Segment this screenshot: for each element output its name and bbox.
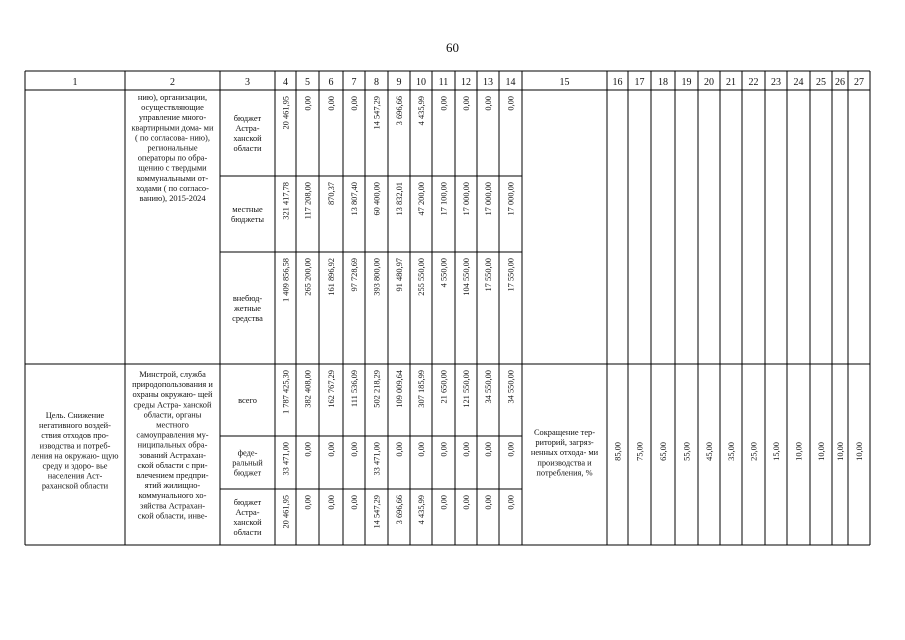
header-cell-number: 18 [658, 77, 668, 88]
budget-value: 1 409 856,58 [281, 258, 291, 302]
col2-text-line: ванию), 2015-2024 [139, 194, 206, 203]
executors-text-line: природопользования и [132, 380, 213, 390]
budget-value: 111 536,09 [350, 370, 359, 408]
budget-value: 20 461,95 [281, 96, 291, 130]
budget-value: 33 471,00 [281, 442, 291, 476]
budget-value: 33 471,00 [372, 442, 382, 476]
budget-value: 393 800,00 [372, 258, 382, 296]
goal-text-line: ствия отходов про- [41, 431, 109, 441]
executors-text-line: среды Астра- ханской [133, 400, 212, 410]
header-cell-number: 27 [854, 77, 864, 88]
budget-value: 13 807,40 [350, 182, 359, 216]
budget-value: 14 547,29 [372, 96, 382, 130]
funding-source-label: бюджеты [230, 215, 265, 224]
budget-value: 0,00 [484, 96, 493, 111]
budget-value: 0,00 [484, 495, 493, 510]
budget-value: 0,00 [439, 96, 449, 111]
budget-value: 870,37 [327, 182, 336, 206]
goal-text-line: изводства и потреб- [39, 441, 111, 451]
budget-value: 20 461,95 [281, 495, 291, 529]
funding-source-label: местные [232, 205, 263, 214]
budget-value: 0,00 [462, 96, 471, 111]
budget-value: 97 728,69 [350, 258, 359, 292]
budget-value: 0,00 [506, 96, 516, 111]
budget-value: 4 550,00 [439, 258, 449, 288]
budget-value: 0,00 [462, 442, 471, 457]
col2-text-line: щению с твердыми [138, 163, 207, 173]
header-cell-number: 25 [816, 77, 826, 88]
col2-text-line: операторы по обра- [137, 153, 208, 163]
funding-source-label: бюджет [233, 498, 262, 507]
indicator-text-line: Сокращение тер- [533, 428, 596, 437]
header-cell-number: 11 [438, 77, 449, 88]
col2-text-line: нию), организации, [137, 93, 208, 102]
executors-text-line: области, органы [143, 410, 202, 420]
header-cell-number: 2 [170, 77, 175, 88]
executors-text-line: влечением предпри- [136, 471, 209, 480]
header-cell-number: 19 [681, 77, 692, 88]
budget-value: 0,00 [350, 442, 359, 457]
budget-value: 17 000,00 [484, 182, 493, 216]
budget-value: 502 218,29 [372, 370, 382, 408]
header-cell-number: 1 [72, 77, 78, 88]
goal-text-line: раханской области [41, 481, 109, 491]
funding-source-label: бюджет [233, 114, 262, 123]
budget-value: 162 767,29 [327, 370, 336, 408]
budget-value: 0,00 [462, 495, 471, 510]
indicator-value: 55,00 [682, 442, 692, 461]
goal-text-line: Цель. Снижение [45, 411, 105, 420]
header-cell-number: 15 [559, 77, 570, 88]
header-cell-number: 26 [835, 77, 845, 88]
col2-text-line: ( по согласова- нию), [135, 133, 210, 143]
header-cell-number: 8 [374, 77, 379, 88]
budget-value: 0,00 [303, 442, 313, 457]
col2-text-line: ходами ( по согласо- [136, 183, 209, 193]
goal-text-line: среду и здоро- вье [42, 461, 108, 471]
budget-value: 17 000,00 [506, 182, 516, 216]
budget-value: 3 696,66 [395, 495, 404, 525]
header-cell-number: 20 [704, 77, 714, 88]
header-cell-number: 9 [396, 77, 402, 88]
header-cell-number: 5 [305, 77, 310, 88]
header-cell-number: 10 [416, 77, 426, 88]
indicator-value: 25,00 [749, 442, 759, 461]
budget-value: 21 650,00 [439, 370, 449, 404]
budget-value: 0,00 [350, 96, 359, 111]
budget-value: 4 435,99 [417, 495, 426, 525]
indicator-text-line: ненных отхода- ми [530, 448, 599, 458]
budget-value: 34 550,00 [506, 370, 516, 404]
budget-value: 0,00 [439, 442, 449, 457]
funding-source-label: ханской [233, 518, 262, 527]
col2-text-line: коммунальными от- [136, 173, 209, 183]
executors-text-line: ской области, инве- [137, 511, 208, 521]
header-cell-number: 16 [612, 77, 623, 88]
funding-source-label: области [233, 144, 262, 153]
funding-source-label: области [233, 528, 262, 537]
indicator-value: 65,00 [659, 442, 668, 461]
executors-text-line: ниципальных обра- [137, 440, 208, 450]
budget-value: 17 000,00 [462, 182, 471, 216]
budget-value: 0,00 [327, 442, 336, 457]
header-cell-number: 14 [505, 77, 516, 88]
header-cell-number: 6 [328, 77, 334, 88]
budget-value: 0,00 [417, 442, 426, 457]
budget-value: 0,00 [395, 442, 404, 457]
budget-value: 17 550,00 [506, 258, 516, 292]
indicator-text-line: потребления, % [536, 468, 593, 478]
indicator-value: 45,00 [705, 442, 714, 461]
budget-value: 161 896,92 [327, 258, 336, 296]
indicator-text-line: производства и [537, 458, 592, 468]
budget-value: 109 009,64 [395, 370, 404, 408]
executors-text-line: местного [156, 420, 189, 430]
header-cell-number: 3 [245, 77, 250, 88]
indicator-value: 85,00 [613, 442, 623, 461]
funding-source-label: всего [238, 396, 257, 405]
executors-text-line: коммунального хо- [138, 491, 207, 501]
budget-value: 104 550,00 [462, 258, 471, 296]
goal-text-line: негативного воздей- [39, 421, 111, 431]
budget-value: 0,00 [303, 495, 313, 510]
budget-value: 382 408,00 [303, 370, 313, 408]
budget-value: 117 208,00 [303, 182, 313, 220]
header-cell-number: 22 [748, 77, 759, 88]
page-number: 60 [446, 40, 459, 55]
budget-value: 3 696,66 [395, 96, 404, 126]
budget-value: 0,00 [484, 442, 493, 457]
budget-value: 0,00 [506, 442, 516, 457]
budget-value: 255 550,00 [417, 258, 426, 296]
budget-value: 0,00 [506, 495, 516, 510]
budget-value: 13 832,01 [395, 182, 404, 216]
budget-value: 0,00 [350, 495, 359, 510]
indicator-value: 35,00 [727, 442, 736, 461]
executors-text-line: охраны окружаю- щей [132, 390, 213, 400]
funding-source-label: средства [232, 314, 263, 323]
budget-value: 14 547,29 [372, 495, 382, 529]
col2-text-line: осуществляющие [141, 103, 204, 113]
header-cell-number: 24 [793, 77, 804, 88]
col2-text-line: региональные [147, 143, 198, 153]
header-cell-number: 12 [461, 77, 471, 88]
goal-text-line: ления на окружаю- щую [31, 451, 119, 461]
executors-text-line: зяйства Астрахан- [140, 501, 205, 511]
funding-source-label: внебюд- [232, 294, 263, 303]
header-cell-number: 13 [483, 77, 493, 88]
funding-source-label: бюджет [233, 468, 262, 478]
indicator-text-line: риторий, загряз- [535, 438, 594, 448]
budget-value: 265 200,00 [303, 258, 313, 296]
budget-value: 17 100,00 [439, 182, 449, 216]
budget-value: 0,00 [327, 495, 336, 510]
indicator-value: 10,00 [836, 442, 845, 461]
header-cell-number: 23 [771, 77, 781, 88]
indicator-value: 10,00 [817, 442, 826, 461]
indicator-value: 15,00 [772, 442, 781, 461]
executors-text-line: зований Астрахан- [139, 450, 206, 460]
budget-value: 0,00 [327, 96, 336, 111]
header-cell-number: 21 [726, 77, 736, 88]
funding-source-label: феде- [237, 448, 258, 458]
indicator-value: 75,00 [635, 442, 645, 461]
funding-source-label: жетные [234, 304, 261, 313]
executors-text-line: Минстрой, служба [139, 370, 206, 379]
goal-text-line: населения Аст- [47, 471, 103, 481]
budget-value: 60 400,00 [372, 182, 382, 216]
col2-text-line: квартирными дома- ми [131, 123, 214, 133]
indicator-value: 10,00 [855, 442, 864, 461]
executors-text-line: самоуправления му- [136, 430, 209, 440]
budget-value: 0,00 [303, 96, 313, 111]
indicator-value: 10,00 [794, 442, 804, 461]
budget-value: 321 417,78 [281, 182, 291, 220]
executors-text-line: ской области с при- [137, 460, 208, 470]
funding-source-label: Астра- [235, 124, 260, 133]
budget-value: 307 185,99 [417, 370, 426, 408]
header-cell-number: 4 [283, 77, 288, 88]
budget-value: 34 550,00 [484, 370, 493, 404]
budget-value: 4 435,99 [417, 96, 426, 126]
budget-value: 1 787 425,30 [281, 370, 291, 414]
budget-value: 17 550,00 [484, 258, 493, 292]
budget-value: 121 550,00 [462, 370, 471, 408]
budget-value: 47 200,00 [417, 182, 426, 216]
funding-source-label: ральный [232, 458, 263, 468]
header-cell-number: 7 [351, 77, 357, 88]
header-cell-number: 17 [634, 77, 645, 88]
funding-source-label: ханской [233, 134, 262, 143]
executors-text-line: ятий жилищно- [144, 481, 201, 491]
funding-source-label: Астра- [235, 508, 260, 517]
budget-value: 91 480,97 [395, 258, 404, 292]
budget-value: 0,00 [439, 495, 449, 510]
col2-text-line: управление много- [138, 113, 207, 123]
